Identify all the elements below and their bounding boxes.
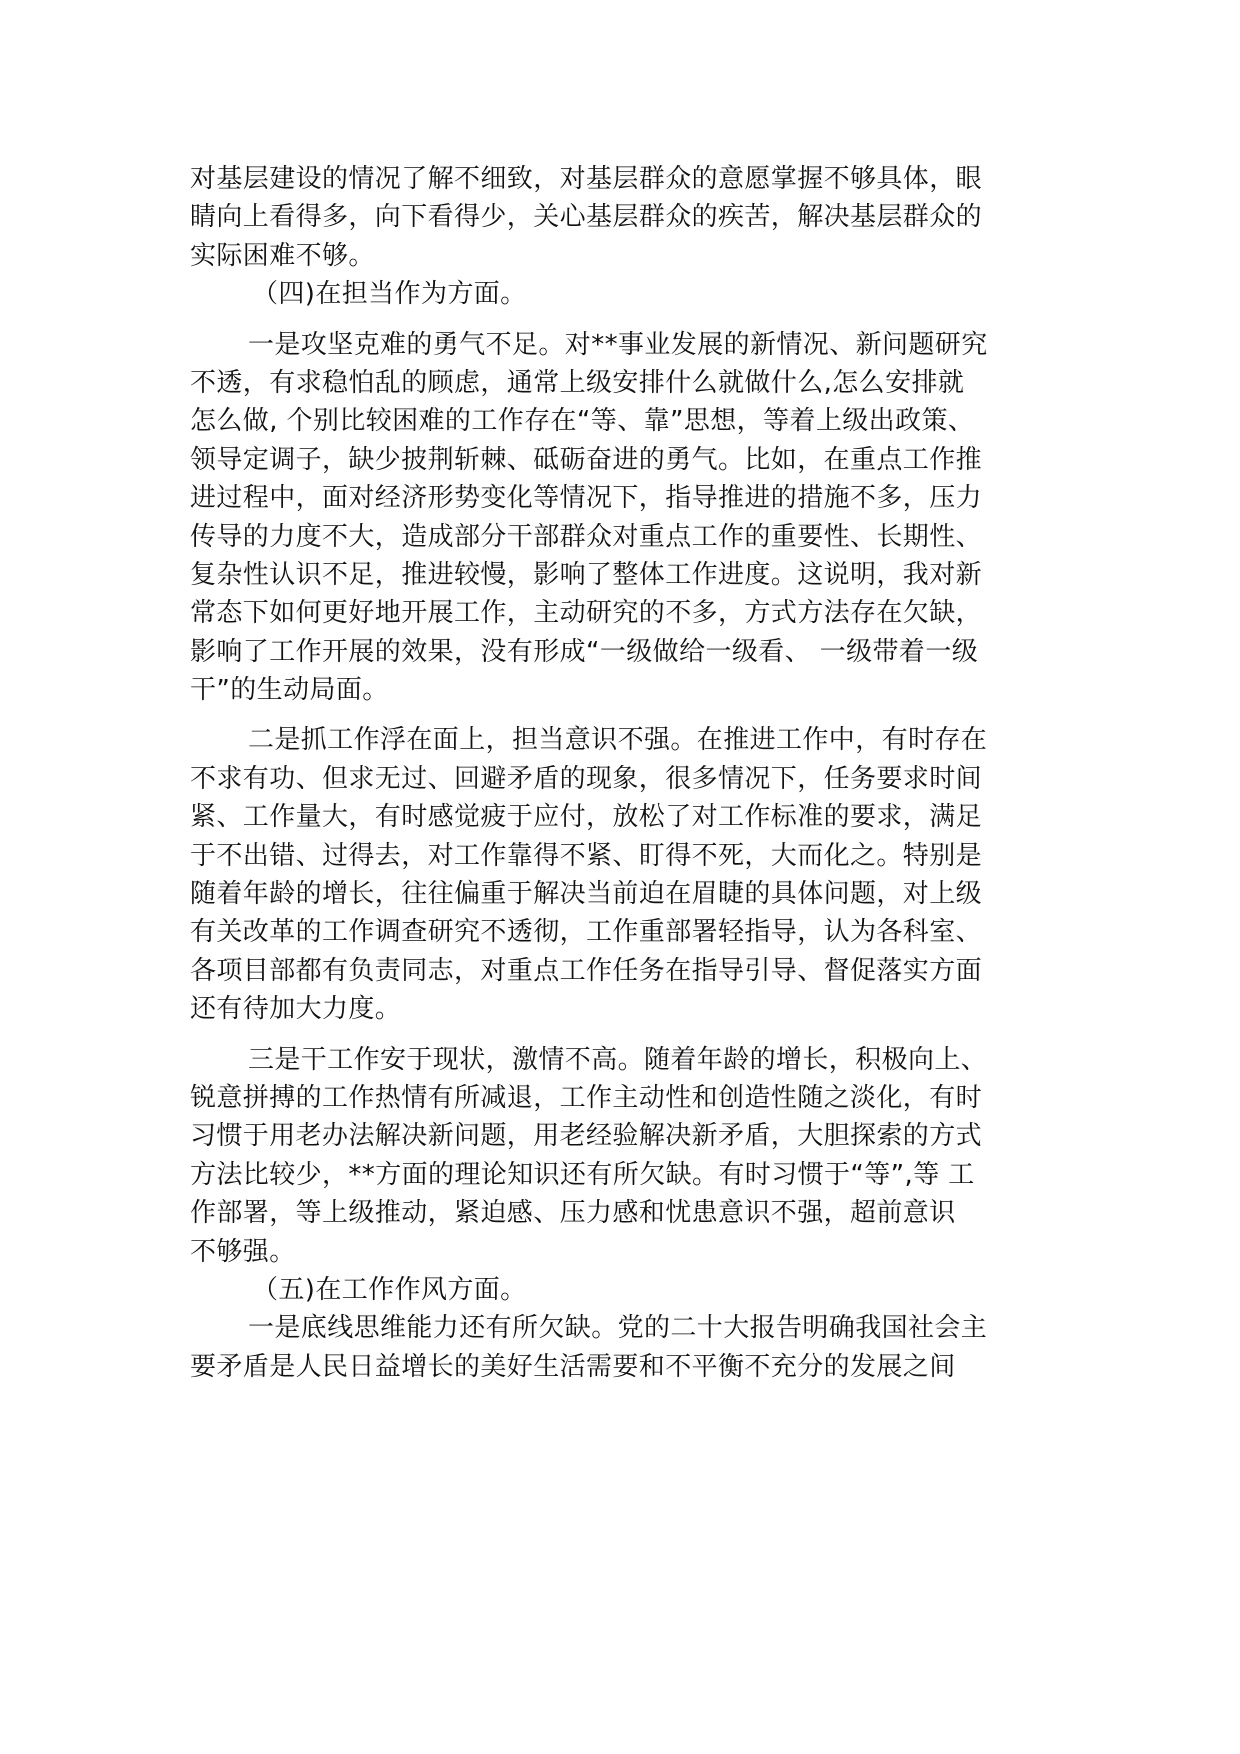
text-line: 一是攻坚克难的勇气不足。对**事业发展的新情况、新问题研究 — [248, 329, 988, 360]
text-line: 复杂性认识不足，推进较慢，影响了整体工作进度。这说明，我对新 — [190, 559, 983, 590]
text-line: 锐意拼搏的工作热情有所减退，工作主动性和创造性随之淡化，有时 — [190, 1082, 983, 1113]
text-line: 常态下如何更好地开展工作，主动研究的不多，方式方法存在欠缺， — [190, 598, 983, 629]
text-line: 习惯于用老办法解决新问题，用老经验解决新矛盾，大胆探索的方式 — [190, 1121, 983, 1152]
section-heading-text: （五)在工作作风方面。 — [252, 1274, 527, 1305]
text-line: 一是底线思维能力还有所欠缺。党的二十大报告明确我国社会主 — [248, 1313, 988, 1344]
paragraph-4 — [190, 1309, 1070, 1386]
text-line: 作部署，等上级推动，紧迫感、压力感和忧患意识不强，超前意识 — [190, 1198, 956, 1229]
text-line: 影响了工作开展的效果，没有形成“一级做给一级看、 一级带着一级 — [190, 636, 979, 667]
text-line: 各项目部都有负责同志，对重点工作任务在指导引导、督促落实方面 — [190, 955, 983, 986]
text-line: 传导的力度不大，造成部分干部群众对重点工作的重要性、长期性、 — [190, 521, 983, 552]
text-line: 进过程中，面对经济形势变化等情况下，指导推进的措施不多，压力 — [190, 483, 983, 514]
section-heading-4 — [190, 275, 1070, 313]
text-line: 二是抓工作浮在面上，担当意识不强。在推进工作中，有时存在 — [248, 725, 988, 756]
paragraph-3 — [190, 1041, 1070, 1271]
text-line: 方法比较少，**方面的理论知识还有所欠缺。有时习惯于“等”,等 工 — [190, 1159, 975, 1190]
text-line: 实际困难不够。 — [190, 240, 375, 271]
text-line: 干”的生动局面。 — [190, 675, 389, 706]
paragraph-1 — [190, 326, 1070, 710]
document-body — [190, 160, 1070, 1386]
text-line: 领导定调子，缺少披荆斩棘、砥砺奋进的勇气。比如，在重点工作推 — [190, 444, 983, 475]
text-line: 对基层建设的情况了解不细致，对基层群众的意愿掌握不够具体，眼 — [190, 164, 983, 194]
section-heading-5 — [190, 1271, 1070, 1309]
paragraph-2 — [190, 721, 1070, 1028]
text-line: 怎么做, 个别比较困难的工作存在“等、靠”思想，等着上级出政策、 — [190, 406, 975, 437]
text-line: 三是干工作安于现状，激情不高。随着年龄的增长，积极向上、 — [248, 1044, 988, 1075]
text-line: 要矛盾是人民日益增长的美好生活需要和不平衡不充分的发展之间 — [190, 1351, 956, 1382]
paragraph-gap — [190, 314, 1070, 326]
paragraph-gap — [190, 709, 1070, 721]
text-line: 于不出错、过得去，对工作靠得不紧、盯得不死，大而化之。特别是 — [190, 840, 983, 871]
text-line: 睛向上看得多，向下看得少，关心基层群众的疾苦，解决基层群众的 — [190, 202, 983, 233]
text-line: 随着年龄的增长，往往偏重于解决当前迫在眉睫的具体问题，对上级 — [190, 879, 983, 910]
text-line: 不够强。 — [190, 1236, 296, 1267]
paragraph-gap — [190, 1029, 1070, 1041]
section-heading-text: （四)在担当作为方面。 — [252, 279, 527, 310]
text-line: 有关改革的工作调查研究不透彻，工作重部署轻指导，认为各科室、 — [190, 917, 983, 948]
text-line: 还有待加大力度。 — [190, 994, 402, 1025]
text-line: 紧、工作量大，有时感觉疲于应付，放松了对工作标准的要求，满足 — [190, 802, 983, 833]
text-line: 不求有功、但求无过、回避矛盾的现象，很多情况下，任务要求时间 — [190, 763, 983, 794]
paragraph-continued — [190, 160, 1070, 275]
text-line: 不透，有求稳怕乱的顾虑，通常上级安排什么就做什么,怎么安排就 — [190, 367, 965, 398]
